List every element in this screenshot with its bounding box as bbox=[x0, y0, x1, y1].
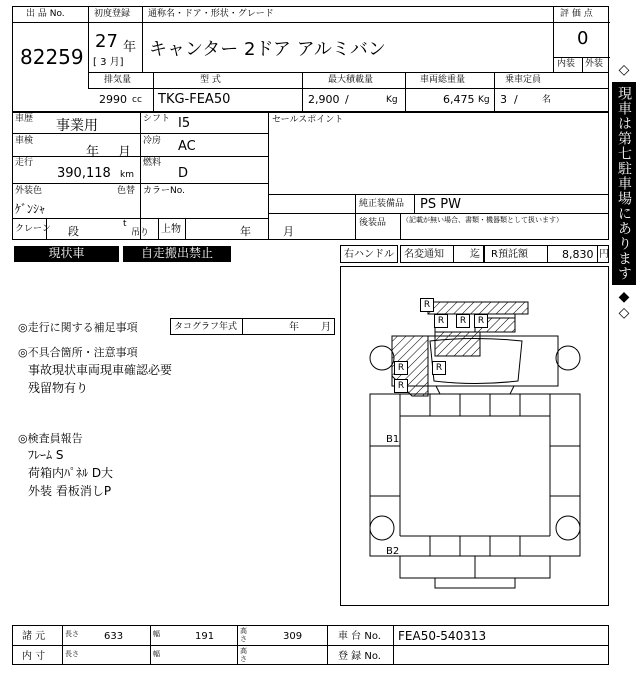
model-label-cell bbox=[143, 6, 553, 23]
width-value: 191 bbox=[195, 631, 215, 642]
chassis-label: 車 台 No. bbox=[338, 631, 381, 642]
capacity-label: 乗車定員 bbox=[505, 75, 542, 85]
rating-cell bbox=[553, 6, 609, 72]
rating-label: 評 価 点 bbox=[560, 9, 593, 19]
damage-mark-text: R bbox=[437, 316, 445, 326]
side-notice-top-diamond: ◇ bbox=[618, 62, 630, 78]
gross-weight-value: 6,475 bbox=[443, 93, 475, 106]
type-value: TKG-FEA50 bbox=[158, 92, 231, 107]
factory-equip-value: PS PW bbox=[420, 197, 461, 212]
odo-label: 迄 bbox=[470, 249, 480, 260]
fuel-value: D bbox=[178, 166, 189, 181]
dims-label: 諸 元 bbox=[22, 631, 46, 642]
cargo-box bbox=[370, 394, 580, 556]
inspector-report-label: ◎検査員報告 bbox=[18, 432, 83, 445]
model-name-cell bbox=[143, 23, 553, 72]
damage-mark-text: R bbox=[397, 363, 405, 373]
defect-line: 残留物有り bbox=[28, 381, 89, 395]
inspector-line: 外装 看板消しP bbox=[28, 484, 112, 498]
crane-label: クレーン bbox=[15, 224, 51, 234]
damage-mark bbox=[420, 298, 434, 312]
interior-dims-label: 内 寸 bbox=[22, 651, 46, 662]
driving-notes-label: ◎走行に関する補足事項 bbox=[18, 321, 138, 334]
shift-label: シフト bbox=[143, 114, 171, 124]
damage-mark-text: R bbox=[435, 363, 443, 373]
first-reg-month: [ 3 月] bbox=[93, 57, 124, 68]
damage-mark bbox=[394, 361, 408, 375]
interior-length-label: 長さ bbox=[65, 650, 79, 658]
capacity-sep: / bbox=[514, 93, 518, 106]
defects-label: ◎不具合箇所・注意事項 bbox=[18, 346, 138, 359]
inspection-label: 車検 bbox=[15, 136, 34, 146]
upper-month-unit: 月 bbox=[283, 225, 294, 238]
as-is-badge: 現状車 bbox=[14, 246, 119, 262]
interior-width-label: 幅 bbox=[153, 650, 160, 658]
first-reg-label-cell bbox=[89, 6, 143, 23]
gross-weight-unit: Kg bbox=[478, 95, 490, 105]
inspection-year-unit: 年 bbox=[86, 145, 100, 160]
gross-weight-label: 車両総重量 bbox=[420, 75, 466, 85]
damage-mark bbox=[394, 379, 408, 393]
tachograph-label: タコグラフ年式 bbox=[174, 322, 238, 332]
cab-front-damage bbox=[435, 332, 480, 356]
aftermarket-note: （記載が無い場合、書類・機器類として扱います） bbox=[402, 216, 563, 224]
fuel-label: 燃料 bbox=[143, 158, 162, 168]
ext-color-label: 外装色 bbox=[15, 186, 43, 196]
recycle-amount: 8,830 bbox=[562, 248, 594, 261]
max-load-label: 最大積載量 bbox=[328, 75, 374, 85]
b1-label: B1 bbox=[386, 434, 400, 445]
max-load-sep: / bbox=[345, 93, 349, 106]
interior-rating-label: 内装 bbox=[557, 59, 576, 69]
inspection-month-unit: 月 bbox=[118, 145, 132, 160]
lot-number-label-cell bbox=[12, 6, 89, 23]
displacement-label: 排気量 bbox=[104, 75, 132, 85]
recycle-cell bbox=[484, 245, 609, 263]
capacity-unit: 名 bbox=[542, 95, 552, 105]
front-right-wheel bbox=[556, 346, 580, 370]
crane-lift: 吊り bbox=[131, 228, 150, 238]
ac-label: 冷房 bbox=[143, 136, 162, 146]
damage-mark-text: R bbox=[477, 316, 485, 326]
tachograph-month-unit: 月 bbox=[321, 322, 331, 333]
damage-mark-text: R bbox=[397, 381, 405, 391]
first-reg-year-unit: 年 bbox=[123, 40, 137, 55]
width-label: 幅 bbox=[153, 630, 160, 638]
color-change-label: 色替 bbox=[117, 186, 136, 196]
aftermarket-label: 後装品 bbox=[359, 218, 387, 228]
crane-tons: t bbox=[123, 219, 127, 229]
side-notice bbox=[612, 62, 636, 362]
meter-change-cell bbox=[400, 245, 484, 263]
rating-value: 0 bbox=[577, 28, 589, 49]
recycle-unit: 円 bbox=[599, 249, 609, 260]
sales-point-label: セールスポイント bbox=[272, 115, 344, 125]
length-label: 長さ bbox=[65, 630, 79, 638]
mileage-unit: km bbox=[120, 170, 134, 180]
rear-left-wheel bbox=[370, 516, 394, 540]
damage-mark bbox=[474, 314, 488, 328]
history-label: 車歴 bbox=[15, 114, 34, 124]
color-code-label: カラーNo. bbox=[143, 186, 185, 196]
truck-diagram bbox=[340, 266, 609, 606]
registration-label: 登 録 No. bbox=[338, 651, 381, 662]
model-name: キャンター 2ドア アルミバン bbox=[149, 39, 386, 60]
rear-right-wheel bbox=[556, 516, 580, 540]
right-hand-cell bbox=[340, 245, 398, 263]
lot-number-label: 出 品 No. bbox=[26, 9, 65, 19]
side-notice-bottom-diamond: ◇ bbox=[618, 305, 630, 321]
exterior-rating-label: 外装 bbox=[585, 59, 604, 69]
front-bumper-damage bbox=[428, 302, 528, 314]
type-label: 型 式 bbox=[200, 75, 221, 85]
inspector-line: 荷箱内ﾊﾟﾈﾙ D大 bbox=[28, 466, 114, 480]
tachograph-year-unit: 年 bbox=[289, 322, 299, 333]
height-value: 309 bbox=[283, 631, 303, 642]
lot-number: 82259 bbox=[20, 45, 84, 69]
defect-line: 事故現状車両現車確認必要 bbox=[28, 363, 173, 377]
ac-value: AC bbox=[178, 139, 196, 154]
length-value: 633 bbox=[104, 631, 124, 642]
meter-change-label: 名変通知 bbox=[404, 249, 444, 260]
upper-year-unit: 年 bbox=[240, 225, 251, 238]
lot-number-cell bbox=[12, 23, 89, 89]
damage-mark bbox=[434, 314, 448, 328]
model-label: 通称名・ドア・形状・グレード bbox=[148, 9, 274, 19]
chassis-value: FEA50-540313 bbox=[398, 629, 487, 643]
side-notice-bottom-diamond: ◆ bbox=[618, 289, 630, 305]
side-notice-text: 現車は第七駐車場にあります bbox=[612, 82, 636, 285]
front-left-wheel bbox=[370, 346, 394, 370]
displacement-value: 2990 bbox=[99, 93, 127, 106]
first-reg-year: 27 bbox=[95, 31, 118, 52]
upper-body-label: 上物 bbox=[161, 224, 181, 235]
b2-label: B2 bbox=[386, 546, 400, 557]
history-value: 事業用 bbox=[56, 118, 98, 134]
damage-mark bbox=[456, 314, 470, 328]
first-reg-cell bbox=[89, 23, 143, 72]
first-reg-label: 初度登録 bbox=[94, 9, 131, 19]
ext-color-value: ｹﾞﾝｼｬ bbox=[15, 202, 46, 216]
damage-mark bbox=[432, 361, 446, 375]
interior-height-label: 高さ bbox=[240, 647, 247, 663]
shift-value: I5 bbox=[178, 116, 191, 131]
right-hand-label: 右ハンドル bbox=[344, 249, 394, 260]
damage-mark-text: R bbox=[459, 316, 467, 326]
displacement-unit: cc bbox=[132, 95, 142, 105]
max-load-unit: Kg bbox=[386, 95, 398, 105]
crane-stage: 段 bbox=[68, 225, 79, 238]
capacity-value: 3 bbox=[500, 93, 507, 106]
factory-equip-label: 純正装備品 bbox=[359, 199, 405, 209]
self-drive-badge: 自走搬出禁止 bbox=[123, 246, 231, 262]
mileage-value: 390,118 bbox=[57, 166, 111, 181]
max-load-value: 2,900 bbox=[308, 93, 340, 106]
tachograph-cell bbox=[170, 318, 335, 335]
inspector-line: ﾌﾚｰﾑ S bbox=[28, 448, 64, 462]
damage-mark-text: R bbox=[423, 300, 431, 310]
recycle-label: R預託額 bbox=[491, 249, 528, 260]
mileage-label: 走行 bbox=[15, 158, 34, 168]
height-label: 高さ bbox=[240, 627, 247, 643]
